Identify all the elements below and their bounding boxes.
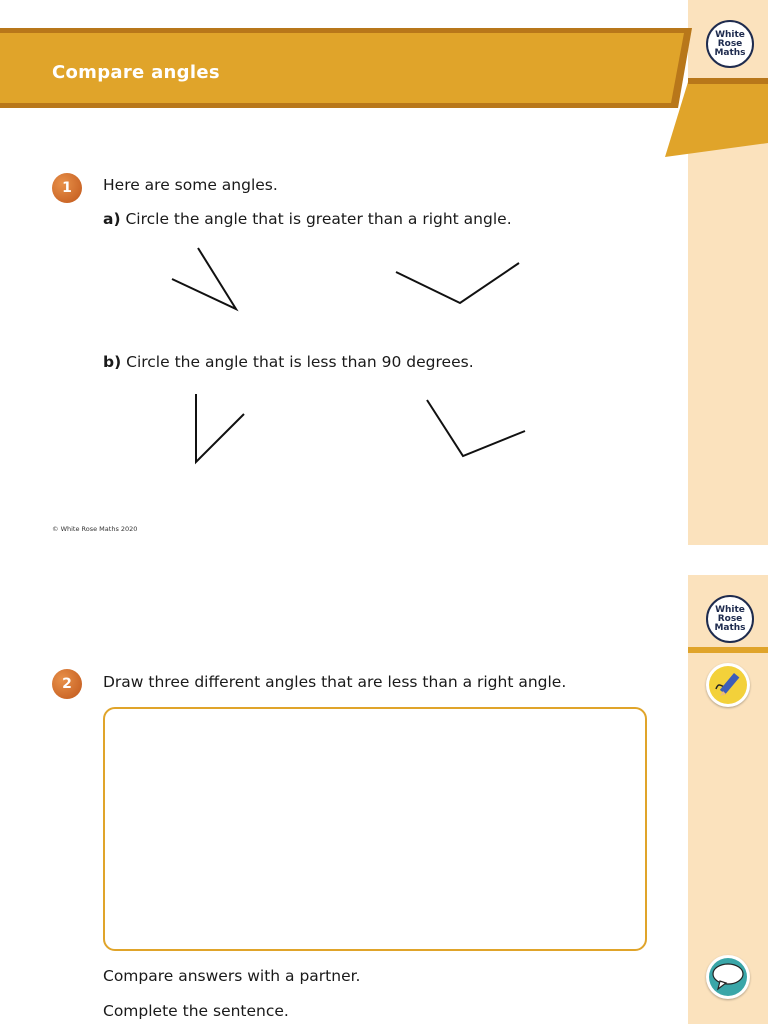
question-number-badge: 1 xyxy=(52,173,82,203)
angle-acute-b[interactable] xyxy=(196,394,244,462)
question-intro: Here are some angles. xyxy=(103,176,278,194)
part-a-label: a) xyxy=(103,210,121,228)
compare-instruction: Compare answers with a partner. xyxy=(103,967,361,985)
question-2-text: Draw three different angles that are less than a right angle. xyxy=(103,673,567,691)
complete-instruction: Complete the sentence. xyxy=(103,1002,289,1020)
drawing-answer-box[interactable] xyxy=(103,707,647,951)
part-b-label: b) xyxy=(103,353,122,371)
white-rose-maths-logo: White Rose Maths xyxy=(706,20,754,68)
angle-acute-a[interactable] xyxy=(172,248,236,309)
page-title: Compare angles xyxy=(52,62,220,83)
part-b-text: Circle the angle that is less than 90 degrees. xyxy=(126,353,474,371)
speech-bubble-icon xyxy=(706,955,750,999)
white-rose-maths-logo: White Rose Maths xyxy=(706,595,754,643)
angle-obtuse-a[interactable] xyxy=(396,263,519,303)
question-part-b xyxy=(103,353,474,371)
pencil-icon xyxy=(706,663,750,707)
part-a-text: Circle the angle that is greater than a right angle. xyxy=(125,210,512,228)
copyright-notice: © White Rose Maths 2020 xyxy=(52,525,138,533)
worksheet-page-2 xyxy=(0,575,768,1024)
angle-obtuse-b[interactable] xyxy=(427,400,525,456)
question-number-badge: 2 xyxy=(52,669,82,699)
page-gap xyxy=(0,545,768,575)
